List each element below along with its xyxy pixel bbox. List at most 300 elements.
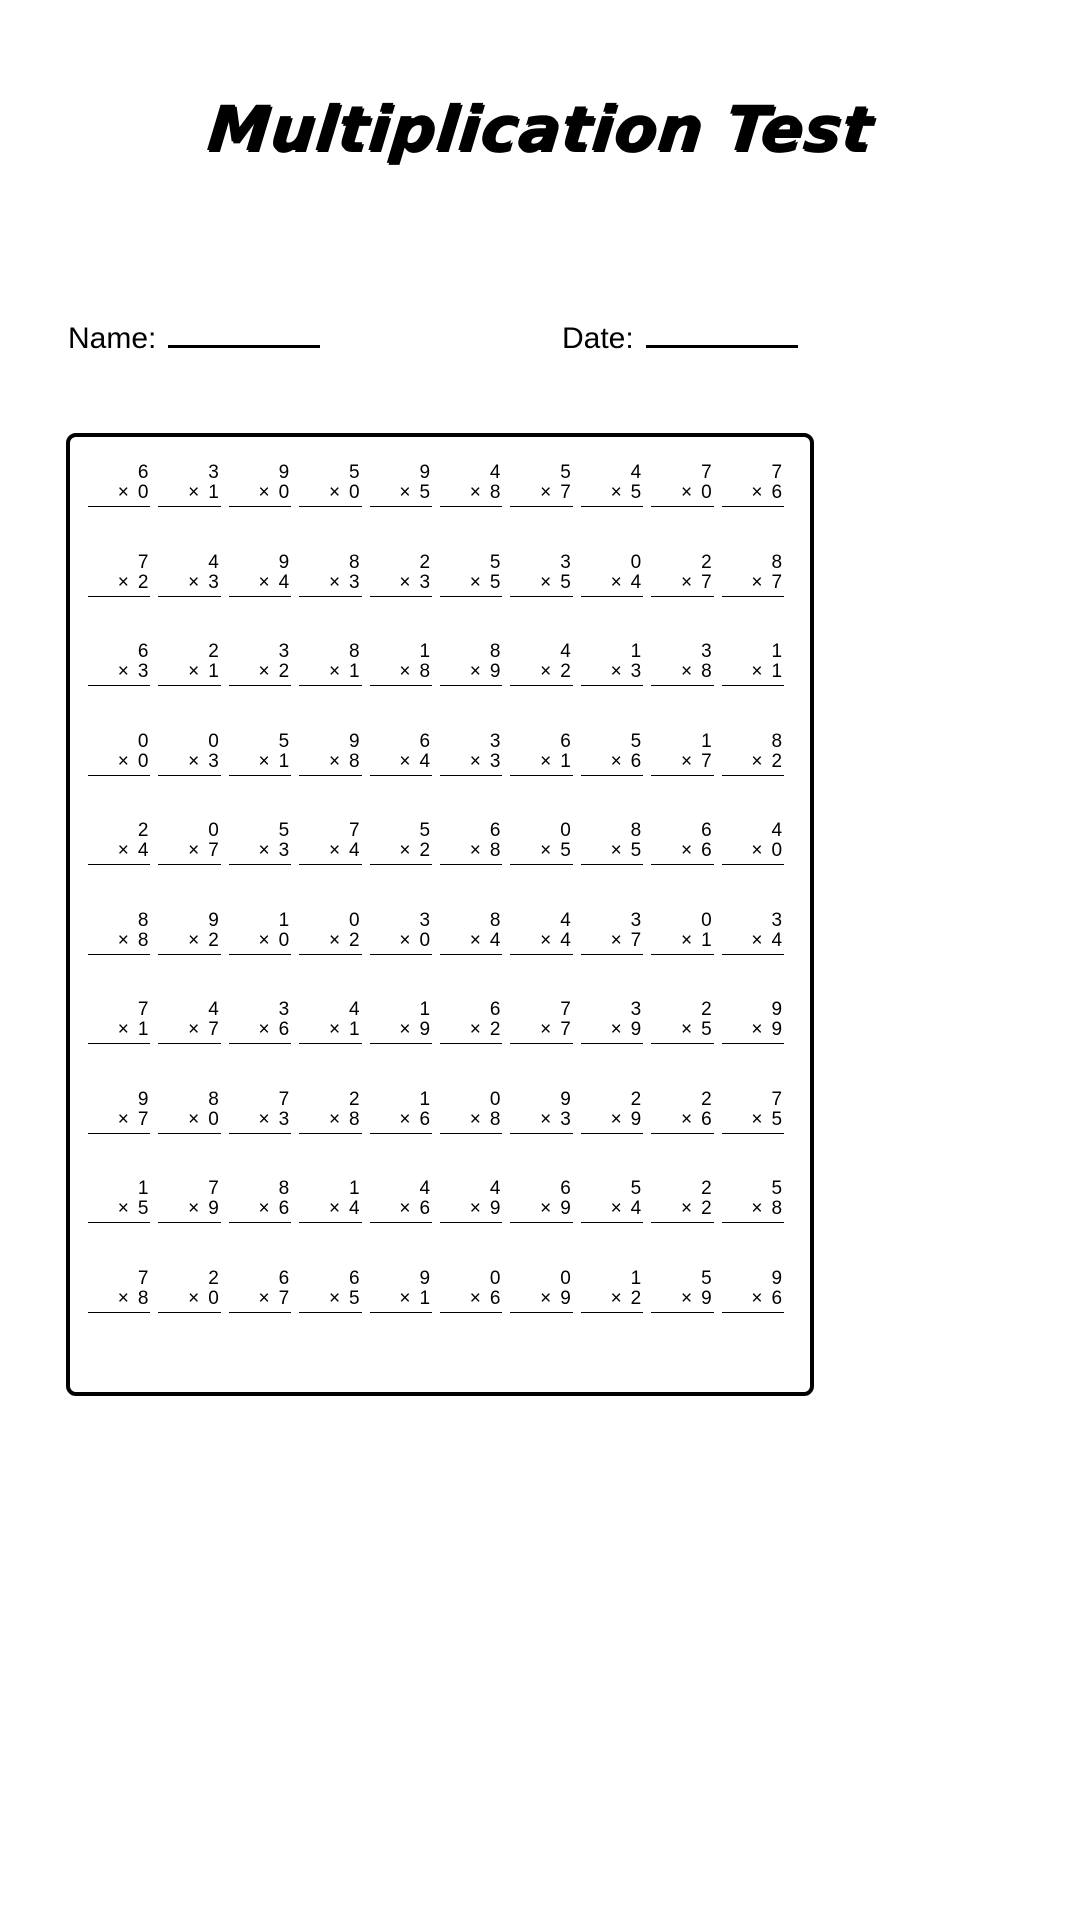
multiplicand: 6 [278, 1267, 290, 1289]
multiplier: 3 [489, 750, 501, 772]
problem-cell[interactable] [370, 732, 440, 822]
problem-cell[interactable] [440, 1000, 510, 1090]
multiply-icon: × [469, 1108, 481, 1130]
problem-cell[interactable] [651, 732, 721, 822]
multiplier: 3 [208, 750, 219, 772]
multiplier: 2 [560, 661, 571, 682]
problem-cell[interactable] [370, 1269, 440, 1359]
multiplier-line [440, 1289, 502, 1313]
problem-cell[interactable] [722, 463, 792, 553]
multiply-icon: × [258, 571, 270, 593]
multiply-icon: × [399, 1019, 411, 1040]
multiplier-line [651, 573, 713, 597]
multiplier: 6 [489, 1287, 501, 1309]
multiplier: 3 [278, 840, 290, 861]
multiplier-line [299, 1110, 361, 1134]
multiplier: 7 [208, 1019, 219, 1040]
multiplier: 1 [137, 1019, 149, 1040]
multiplier-line [581, 1020, 643, 1044]
problem-cell[interactable] [158, 821, 228, 911]
problem-cell[interactable] [299, 911, 369, 1001]
multiply-icon: × [258, 1108, 270, 1130]
multiplicand: 7 [137, 551, 149, 573]
multiply-icon: × [117, 661, 129, 682]
name-field-label: Name: [68, 322, 157, 355]
problem-cell[interactable] [88, 732, 158, 822]
multiplicand: 2 [208, 1267, 219, 1289]
multiply-icon: × [680, 1108, 693, 1130]
date-field-blank[interactable] [646, 323, 798, 348]
multiplicand: 1 [419, 999, 431, 1020]
problem-cell[interactable] [722, 1090, 792, 1180]
problem-cell[interactable] [581, 1269, 651, 1359]
multiplier-line [440, 1020, 502, 1044]
problem-cell[interactable] [299, 821, 369, 911]
multiplier-line [299, 1199, 361, 1223]
multiplicand: 0 [701, 909, 712, 931]
multiplicand: 5 [630, 730, 642, 752]
multiplier: 4 [137, 840, 149, 861]
problem-cell[interactable] [722, 1179, 792, 1269]
multiplier-line [722, 931, 784, 955]
problem-cell[interactable] [88, 553, 158, 643]
multiply-icon: × [399, 571, 411, 593]
multiply-icon: × [117, 1198, 129, 1219]
multiplier-line [229, 1020, 291, 1044]
multiplier-line [299, 662, 361, 686]
multiply-icon: × [117, 840, 129, 861]
problem-cell[interactable] [88, 1090, 158, 1180]
problem-cell[interactable] [651, 821, 721, 911]
problem-row [88, 553, 792, 643]
problem-cell[interactable] [722, 553, 792, 643]
multiply-icon: × [188, 750, 200, 772]
multiplicand: 9 [137, 1088, 149, 1110]
problem-cell[interactable] [299, 553, 369, 643]
multiplier-line [370, 662, 432, 686]
multiplicand: 3 [419, 909, 431, 931]
page-title-container [0, 92, 1080, 165]
problem-cell[interactable] [229, 1269, 299, 1359]
multiplier: 3 [560, 1108, 571, 1130]
multiplier-line [299, 841, 361, 865]
multiplier: 0 [349, 482, 360, 503]
problem-cell[interactable] [88, 821, 158, 911]
problem-cell[interactable] [299, 1090, 369, 1180]
multiplicand: 6 [349, 1267, 360, 1289]
problem-cell[interactable] [510, 642, 580, 732]
multiplier-line [229, 1199, 291, 1223]
multiplier-line [651, 483, 713, 507]
problem-cell[interactable] [581, 821, 651, 911]
multiplier-line [510, 1020, 572, 1044]
multiplicand: 7 [771, 1088, 783, 1110]
multiply-icon: × [680, 482, 693, 503]
multiplier: 5 [349, 1287, 360, 1309]
multiplier: 3 [278, 1108, 290, 1130]
problem-row [88, 732, 792, 822]
multiply-icon: × [399, 750, 411, 772]
problem-cell[interactable] [229, 911, 299, 1001]
multiplicand: 2 [208, 641, 219, 662]
multiplier: 2 [208, 929, 219, 951]
multiplier: 6 [419, 1108, 431, 1130]
multiply-icon: × [610, 482, 622, 503]
problem-cell[interactable] [440, 553, 510, 643]
multiplier-line [88, 662, 150, 686]
multiply-icon: × [188, 929, 200, 951]
multiplicand: 4 [489, 462, 501, 483]
multiplier: 1 [208, 661, 219, 682]
multiply-icon: × [610, 661, 622, 682]
multiplicand: 8 [137, 909, 149, 931]
multiplier: 9 [630, 1108, 642, 1130]
problem-cell[interactable] [158, 642, 228, 732]
problem-cell[interactable] [722, 821, 792, 911]
multiplicand: 5 [349, 462, 360, 483]
multiplicand: 3 [489, 730, 501, 752]
multiplier: 7 [701, 571, 712, 593]
multiplicand: 4 [349, 999, 360, 1020]
problem-cell[interactable] [651, 642, 721, 732]
multiplier: 2 [419, 840, 431, 861]
problem-cell[interactable] [440, 821, 510, 911]
multiply-icon: × [117, 482, 129, 503]
problem-cell[interactable] [651, 1179, 721, 1269]
multiplicand: 9 [771, 999, 783, 1020]
multiplier: 0 [278, 482, 290, 503]
multiplicand: 1 [278, 909, 290, 931]
problem-cell[interactable] [158, 1269, 228, 1359]
multiplier: 2 [489, 1019, 501, 1040]
problem-cell[interactable] [440, 732, 510, 822]
problem-cell[interactable] [651, 553, 721, 643]
multiplier-line [722, 841, 784, 865]
multiply-icon: × [610, 571, 622, 593]
problem-cell[interactable] [299, 1000, 369, 1090]
date-field[interactable] [562, 322, 798, 356]
multiplier-line [510, 931, 572, 955]
multiplicand: 3 [701, 641, 712, 662]
multiply-icon: × [469, 929, 481, 951]
multiplier: 7 [208, 840, 219, 861]
multiplier-line [88, 752, 150, 776]
problem-cell[interactable] [722, 1000, 792, 1090]
multiplicand: 1 [630, 1267, 642, 1289]
multiplier-line [229, 662, 291, 686]
problem-cell[interactable] [158, 463, 228, 553]
problem-cell[interactable] [229, 553, 299, 643]
multiply-icon: × [751, 1019, 763, 1040]
problem-cell[interactable] [229, 642, 299, 732]
problem-cell[interactable] [510, 1000, 580, 1090]
problem-cell[interactable] [651, 1000, 721, 1090]
multiplier: 9 [771, 1019, 783, 1040]
problem-cell[interactable] [440, 911, 510, 1001]
problem-cell[interactable] [299, 732, 369, 822]
multiply-icon: × [258, 750, 270, 772]
multiplier-line [581, 931, 643, 955]
problem-row [88, 1179, 792, 1269]
multiply-icon: × [540, 840, 552, 861]
multiplier-line [581, 1289, 643, 1313]
multiplicand: 5 [278, 730, 290, 752]
multiplicand: 5 [560, 462, 571, 483]
problem-cell[interactable] [229, 732, 299, 822]
multiply-icon: × [117, 750, 129, 772]
multiply-icon: × [680, 571, 693, 593]
multiplier-line [722, 573, 784, 597]
multiply-icon: × [399, 840, 411, 861]
multiplicand: 4 [560, 641, 571, 662]
multiplier-line [229, 573, 291, 597]
multiplier-line [370, 1199, 432, 1223]
problem-cell[interactable] [299, 642, 369, 732]
multiplier: 9 [560, 1287, 571, 1309]
multiplier: 2 [137, 571, 149, 593]
problem-cell[interactable] [158, 1179, 228, 1269]
multiply-icon: × [540, 482, 552, 503]
problem-cell[interactable] [440, 1090, 510, 1180]
name-field-blank[interactable] [168, 323, 320, 348]
multiplier-line [722, 1110, 784, 1134]
multiplier-line [158, 1199, 220, 1223]
multiply-icon: × [751, 1108, 763, 1130]
problem-cell[interactable] [88, 642, 158, 732]
multiplicand: 4 [560, 909, 571, 931]
multiply-icon: × [540, 571, 552, 593]
multiplier-line [440, 931, 502, 955]
multiplier: 8 [137, 1287, 149, 1309]
multiplier-line [510, 662, 572, 686]
multiplier: 7 [701, 750, 712, 772]
multiplicand: 2 [630, 1088, 642, 1110]
multiply-icon: × [610, 750, 622, 772]
multiplier-line [88, 841, 150, 865]
multiply-icon: × [610, 1108, 622, 1130]
multiplier: 5 [771, 1108, 783, 1130]
multiplier: 9 [701, 1287, 712, 1309]
multiply-icon: × [469, 840, 481, 861]
problem-cell[interactable] [229, 1179, 299, 1269]
problem-cell[interactable] [229, 1000, 299, 1090]
multiplier: 3 [137, 661, 149, 682]
problem-cell[interactable] [440, 1179, 510, 1269]
multiply-icon: × [399, 1198, 411, 1219]
multiply-icon: × [680, 1287, 693, 1309]
multiplier-line [158, 1110, 220, 1134]
multiply-icon: × [328, 661, 341, 682]
multiply-icon: × [188, 661, 200, 682]
multiply-icon: × [751, 571, 763, 593]
problem-cell[interactable] [510, 821, 580, 911]
multiplicand: 6 [701, 820, 712, 841]
problem-cell[interactable] [370, 1179, 440, 1269]
multiplier-line [370, 931, 432, 955]
multiplicand: 1 [419, 641, 431, 662]
multiplicand: 4 [630, 462, 642, 483]
multiplier-line [651, 752, 713, 776]
problem-cell[interactable] [158, 1000, 228, 1090]
multiplier-line [299, 483, 361, 507]
problem-cell[interactable] [440, 642, 510, 732]
multiplier-line [722, 1199, 784, 1223]
student-info-row [0, 322, 1080, 368]
problem-cell[interactable] [510, 553, 580, 643]
problem-cell[interactable] [510, 463, 580, 553]
problem-cell[interactable] [370, 1090, 440, 1180]
multiplicand: 6 [137, 641, 149, 662]
multiplier: 9 [560, 1198, 571, 1219]
problem-row [88, 1000, 792, 1090]
problem-cell[interactable] [158, 553, 228, 643]
problem-cell[interactable] [722, 1269, 792, 1359]
multiply-icon: × [751, 1287, 763, 1309]
multiplicand: 8 [278, 1178, 290, 1199]
problem-cell[interactable] [158, 911, 228, 1001]
problem-cell[interactable] [510, 1179, 580, 1269]
problem-cell[interactable] [651, 1269, 721, 1359]
problem-cell[interactable] [88, 1000, 158, 1090]
name-field[interactable] [68, 322, 320, 356]
multiplier: 9 [489, 661, 501, 682]
problem-cell[interactable] [510, 1269, 580, 1359]
problem-cell[interactable] [722, 911, 792, 1001]
multiplier: 5 [560, 840, 571, 861]
multiplicand: 9 [419, 1267, 431, 1289]
multiplier-line [370, 1110, 432, 1134]
multiply-icon: × [680, 1198, 693, 1219]
problem-cell[interactable] [229, 1090, 299, 1180]
problem-cell[interactable] [299, 1179, 369, 1269]
problem-cell[interactable] [88, 463, 158, 553]
multiplier-line [581, 752, 643, 776]
multiplier: 8 [137, 929, 149, 951]
problem-cell[interactable] [581, 1090, 651, 1180]
problem-cell[interactable] [581, 463, 651, 553]
problem-cell[interactable] [158, 1090, 228, 1180]
problem-cell[interactable] [158, 732, 228, 822]
multiply-icon: × [328, 1287, 341, 1309]
multiplier-line [158, 662, 220, 686]
multiplier: 6 [278, 1198, 290, 1219]
multiplicand: 6 [560, 730, 571, 752]
multiplicand: 7 [208, 1178, 219, 1199]
problem-cell[interactable] [510, 732, 580, 822]
problem-cell[interactable] [651, 911, 721, 1001]
multiplier-line [722, 662, 784, 686]
problem-cell[interactable] [370, 911, 440, 1001]
multiplier: 7 [630, 929, 642, 951]
multiplicand: 9 [278, 551, 290, 573]
problem-row [88, 911, 792, 1001]
problem-cell[interactable] [510, 1090, 580, 1180]
problem-cell[interactable] [722, 642, 792, 732]
multiplier: 9 [489, 1198, 501, 1219]
multiplicand: 9 [278, 462, 290, 483]
problem-cell[interactable] [299, 463, 369, 553]
problem-cell[interactable] [440, 463, 510, 553]
problem-cell[interactable] [510, 911, 580, 1001]
problem-cell[interactable] [88, 1269, 158, 1359]
multiplier: 7 [771, 571, 783, 593]
problem-cell[interactable] [581, 1179, 651, 1269]
multiplicand: 7 [560, 999, 571, 1020]
problem-cell[interactable] [229, 463, 299, 553]
problem-cell[interactable] [370, 642, 440, 732]
multiply-icon: × [188, 482, 200, 503]
problem-cell[interactable] [370, 1000, 440, 1090]
multiplicand: 3 [630, 909, 642, 931]
multiply-icon: × [258, 929, 270, 951]
multiply-icon: × [680, 750, 693, 772]
multiplier: 3 [419, 571, 431, 593]
multiplier: 3 [208, 571, 219, 593]
problem-cell[interactable] [229, 821, 299, 911]
multiplier: 6 [701, 1108, 712, 1130]
multiplier-line [510, 841, 572, 865]
problem-cell[interactable] [651, 1090, 721, 1180]
multiplier-line [299, 1289, 361, 1313]
multiplier: 8 [489, 840, 501, 861]
problem-cell[interactable] [370, 463, 440, 553]
multiplicand: 1 [419, 1088, 431, 1110]
multiplier-line [229, 1289, 291, 1313]
multiplicand: 0 [208, 820, 219, 841]
multiplier-line [158, 1020, 220, 1044]
multiplicand: 3 [560, 551, 571, 573]
problem-cell[interactable] [88, 1179, 158, 1269]
problem-cell[interactable] [581, 911, 651, 1001]
multiplier-line [229, 1110, 291, 1134]
multiply-icon: × [680, 661, 693, 682]
multiplier-line [158, 573, 220, 597]
multiply-icon: × [610, 1287, 622, 1309]
multiplier-line [370, 1289, 432, 1313]
problem-cell[interactable] [88, 911, 158, 1001]
multiplicand: 2 [349, 1088, 360, 1110]
multiplicand: 8 [630, 820, 642, 841]
multiplier: 5 [137, 1198, 149, 1219]
multiply-icon: × [117, 929, 129, 951]
problem-cell[interactable] [581, 1000, 651, 1090]
multiplicand: 8 [208, 1088, 219, 1110]
problem-cell[interactable] [440, 1269, 510, 1359]
multiply-icon: × [258, 1287, 270, 1309]
multiplicand: 5 [701, 1267, 712, 1289]
multiplier: 4 [349, 840, 360, 861]
multiplier: 5 [560, 571, 571, 593]
problem-cell[interactable] [370, 821, 440, 911]
multiply-icon: × [610, 840, 622, 861]
problem-cell[interactable] [722, 732, 792, 822]
problem-cell[interactable] [651, 463, 721, 553]
problem-cell[interactable] [299, 1269, 369, 1359]
multiplier: 4 [771, 929, 783, 951]
multiply-icon: × [117, 571, 129, 593]
multiplier-line [440, 752, 502, 776]
problem-cell[interactable] [370, 553, 440, 643]
multiplicand: 7 [771, 462, 783, 483]
multiplicand: 4 [489, 1178, 501, 1199]
problem-cell[interactable] [581, 732, 651, 822]
multiplier-line [88, 483, 150, 507]
multiplier-line [229, 752, 291, 776]
multiplier-line [722, 483, 784, 507]
problem-cell[interactable] [581, 642, 651, 732]
problem-cell[interactable] [581, 553, 651, 643]
multiplier: 0 [419, 929, 431, 951]
